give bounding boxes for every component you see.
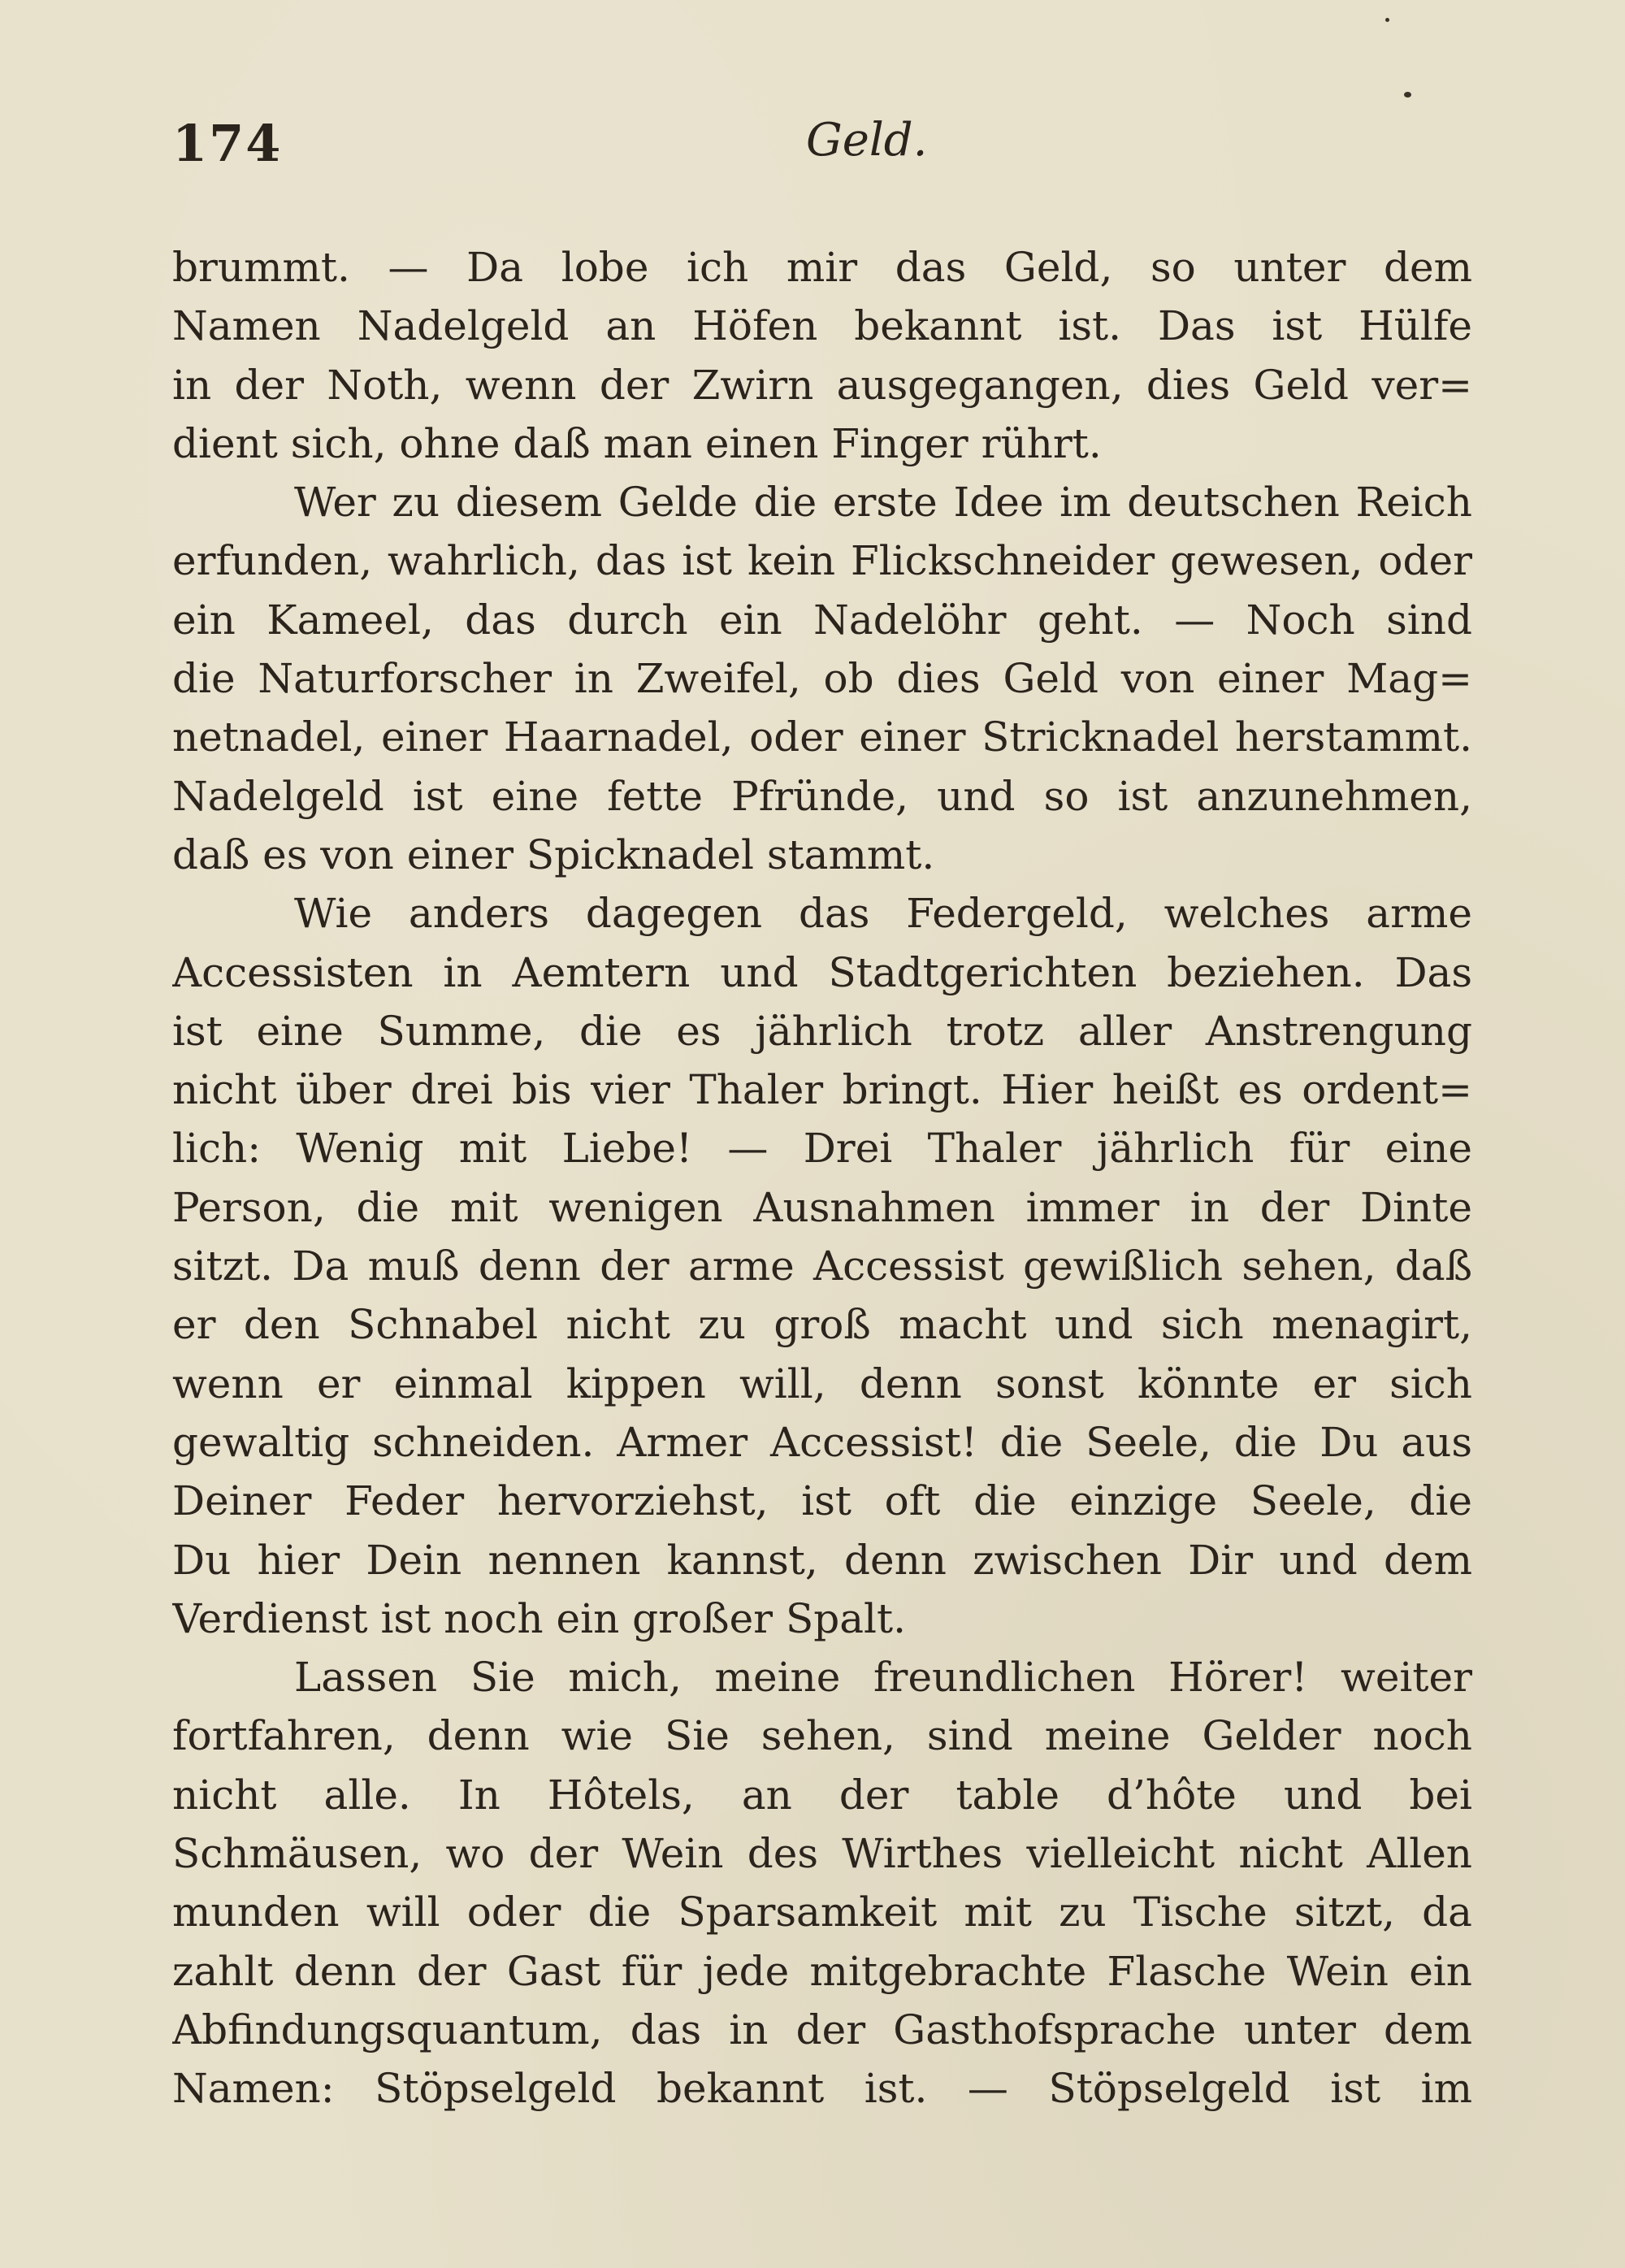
text-line: erfunden, wahrlich, das ist kein Flickschneider gewesen, oder bbox=[172, 537, 1472, 585]
body-text bbox=[172, 238, 1472, 2118]
text-line: netnadel, einer Haarnadel, oder einer Stricknadel herstammt. bbox=[172, 713, 1472, 761]
text-line: Deiner Feder hervorziehst, ist oft die einzige Seele, die bbox=[172, 1477, 1472, 1525]
text-line: er den Schnabel nicht zu groß macht und sich menagirt, bbox=[172, 1301, 1472, 1349]
text-line: daß es von einer Spicknadel stammt. bbox=[172, 830, 935, 878]
ink-speck bbox=[1385, 18, 1389, 22]
text-line: Person, die mit wenigen Ausnahmen immer in der Dinte bbox=[172, 1183, 1472, 1231]
text-line: zahlt denn der Gast für jede mitgebrachte Flasche Wein ein bbox=[172, 1947, 1472, 1995]
text-line: Verdienst ist noch ein großer Spalt. bbox=[172, 1594, 907, 1642]
text-line: Namen: Stöpselgeld bekannt ist. — Stöpselgeld ist im bbox=[172, 2065, 1472, 2113]
text-line: Lassen Sie mich, meine freundlichen Hörer! weiter bbox=[294, 1654, 1472, 1702]
text-line: Accessisten in Aemtern und Stadtgerichten beziehen. Das bbox=[172, 948, 1472, 996]
text-line: wenn er einmal kippen will, denn sonst könnte er sich bbox=[172, 1359, 1472, 1407]
text-line: Du hier Dein nennen kannst, denn zwischen Dir und dem bbox=[172, 1536, 1472, 1584]
running-head bbox=[172, 114, 1472, 187]
page-number: 174 bbox=[172, 114, 283, 173]
text-line: die Naturforscher in Zweifel, ob dies Geld von einer Mag= bbox=[172, 655, 1472, 703]
text-line: Abfindungsquantum, das in der Gasthofsprache unter dem bbox=[172, 2006, 1472, 2053]
text-line: sitzt. Da muß denn der arme Accessist gewißlich sehen, daß bbox=[172, 1242, 1472, 1290]
text-line: Nadelgeld ist eine fette Pfründe, und so ist anzunehmen, bbox=[172, 772, 1472, 820]
text-line: gewaltig schneiden. Armer Accessist! die Seele, die Du aus bbox=[172, 1418, 1472, 1466]
text-line: lich: Wenig mit Liebe! — Drei Thaler jährlich für eine bbox=[172, 1125, 1472, 1173]
text-line: Wer zu diesem Gelde die erste Idee im deutschen Reich bbox=[294, 479, 1472, 527]
text-line: ein Kameel, das durch ein Nadelöhr geht. — Noch sind bbox=[172, 596, 1472, 644]
text-line: munden will oder die Sparsamkeit mit zu Tische sitzt, da bbox=[172, 1889, 1472, 1936]
text-line: Namen Nadelgeld an Höfen bekannt ist. Das ist Hülfe bbox=[172, 302, 1472, 350]
text-line: in der Noth, wenn der Zwirn ausgegangen, dies Geld ver= bbox=[172, 361, 1472, 409]
ink-speck bbox=[1404, 92, 1411, 98]
text-line: nicht über drei bis vier Thaler bringt. Hier heißt es ordent= bbox=[172, 1066, 1472, 1114]
text-line: dient sich, ohne daß man einen Finger rührt. bbox=[172, 419, 1102, 467]
text-line: nicht alle. In Hôtels, an der table d’hôte und bei bbox=[172, 1771, 1472, 1819]
running-title: Geld. bbox=[806, 114, 928, 167]
text-line: fortfahren, denn wie Sie sehen, sind meine Gelder noch bbox=[172, 1712, 1472, 1760]
text-line: brummt. — Da lobe ich mir das Geld, so unter dem bbox=[172, 244, 1472, 291]
text-line: ist eine Summe, die es jährlich trotz aller Anstrengung bbox=[172, 1007, 1472, 1055]
text-line: Schmäusen, wo der Wein des Wirthes vielleicht nicht Allen bbox=[172, 1830, 1472, 1878]
text-line: Wie anders dagegen das Federgeld, welches arme bbox=[294, 890, 1472, 938]
